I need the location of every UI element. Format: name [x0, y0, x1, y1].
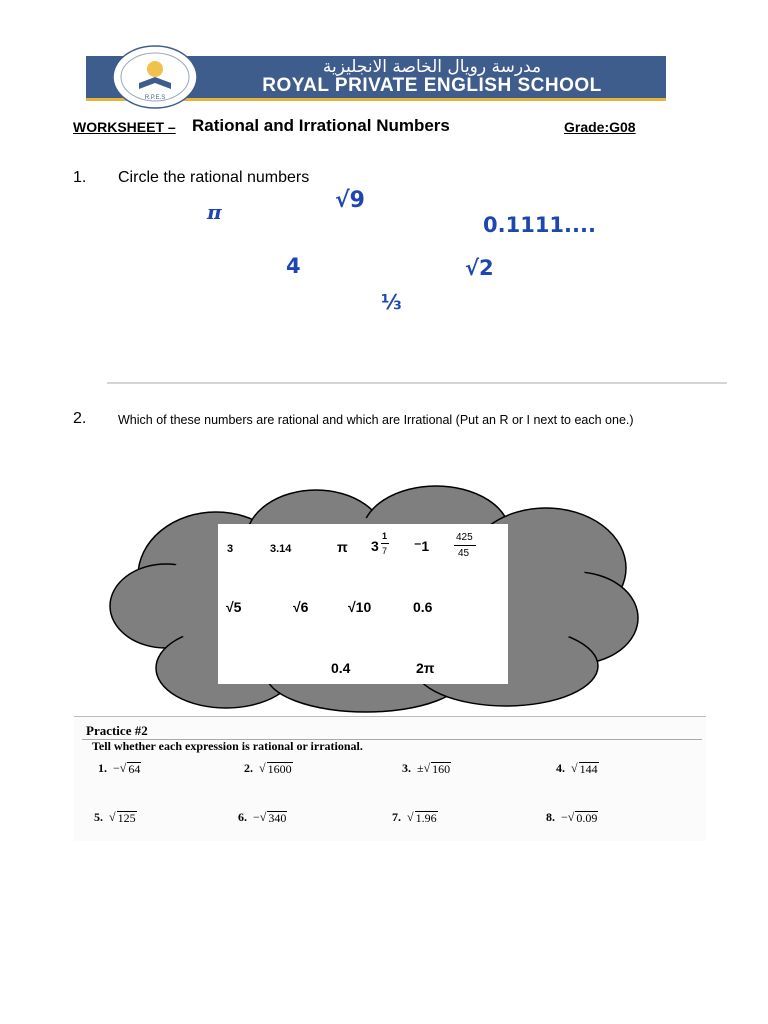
cell-negative-one: ⁻1 — [414, 538, 430, 554]
worksheet-topic: Rational and Irrational Numbers — [192, 116, 450, 135]
cell-root-5: √5 — [226, 599, 242, 615]
practice-item-number: 7. — [392, 810, 401, 824]
radical-sign: √ — [109, 810, 116, 824]
cell-fraction-bar — [454, 545, 476, 546]
question-1-text: Circle the rational numbers — [118, 169, 310, 186]
practice-item-2 — [244, 761, 293, 776]
practice-item-8 — [546, 810, 598, 825]
number-pi: π — [207, 200, 222, 224]
practice-item-3 — [402, 761, 451, 776]
cell-mixed-numerator: 1 — [382, 531, 388, 541]
radicand: 340 — [268, 811, 287, 825]
practice-item-number: 2. — [244, 761, 253, 775]
school-name: ROYAL PRIVATE ENGLISH SCHOOL — [262, 75, 602, 96]
radical-sign: −√ — [561, 810, 575, 824]
cell-mixed-denominator: 7 — [382, 546, 388, 556]
practice-title: Practice #2 — [86, 723, 148, 738]
school-logo — [107, 45, 207, 109]
practice-item-number: 1. — [98, 761, 107, 775]
practice-panel — [74, 716, 706, 841]
cell-pi: π — [337, 539, 348, 555]
school-name-arabic: مدرسة رويال الخاصة الانجليزية — [322, 57, 542, 77]
practice-item-number: 5. — [94, 810, 103, 824]
logo-lettering: R.P.E.S — [144, 95, 166, 101]
radicand: 144 — [579, 762, 598, 776]
cell-3: 3 — [227, 543, 234, 555]
number-one-third: ⅓ — [381, 290, 402, 314]
radicand: 64 — [128, 762, 141, 776]
radical-sign: √ — [407, 810, 414, 824]
worksheet-label: WORKSHEET – — [73, 119, 176, 135]
radicand: 160 — [432, 762, 451, 776]
radical-sign: √ — [571, 761, 578, 775]
practice-item-6 — [238, 810, 287, 825]
practice-item-7 — [392, 810, 438, 825]
cell-fraction-denominator: 45 — [458, 548, 470, 559]
radical-sign: −√ — [113, 761, 127, 775]
number-repeating-decimal: 0.1111.... — [483, 213, 596, 237]
cell-mixed-bar — [381, 543, 389, 544]
practice-item-5 — [94, 810, 137, 825]
section-divider — [107, 382, 727, 384]
number-root-9: √9 — [335, 188, 365, 213]
practice-instruction: Tell whether each expression is rational or irrational. — [92, 739, 363, 753]
radical-sign: −√ — [253, 810, 267, 824]
cell-mixed-whole: 3 — [371, 538, 379, 554]
cell-two-pi: 2π — [416, 660, 435, 676]
practice-item-number: 4. — [556, 761, 565, 775]
question-2-text: Which of these numbers are rational and which are Irrational (Put an R or I next to each one.) — [118, 413, 634, 427]
radicand: 1600 — [267, 762, 292, 776]
radicand: 0.09 — [576, 811, 598, 825]
cell-fraction-numerator: 425 — [456, 532, 473, 543]
cell-3-14: 3.14 — [270, 543, 292, 555]
radical-sign: √ — [259, 761, 266, 775]
practice-item-1 — [98, 761, 141, 776]
numbers-box — [218, 524, 508, 684]
practice-item-4 — [556, 761, 599, 776]
practice-item-number: 8. — [546, 810, 555, 824]
radicand: 1.96 — [415, 811, 437, 825]
radicand: 125 — [117, 811, 136, 825]
practice-item-number: 6. — [238, 810, 247, 824]
cell-root-6: √6 — [293, 599, 309, 615]
question-2-number: 2. — [73, 410, 87, 427]
cell-0-4: 0.4 — [331, 660, 351, 676]
question-1-number: 1. — [73, 169, 87, 186]
radical-sign: ±√ — [417, 761, 431, 775]
practice-item-number: 3. — [402, 761, 411, 775]
number-four: 4 — [286, 254, 301, 278]
cell-root-10: √10 — [348, 599, 372, 615]
number-root-2: √2 — [465, 256, 494, 280]
cell-0-6: 0.6 — [413, 599, 433, 615]
grade-label: Grade:G08 — [564, 119, 636, 135]
